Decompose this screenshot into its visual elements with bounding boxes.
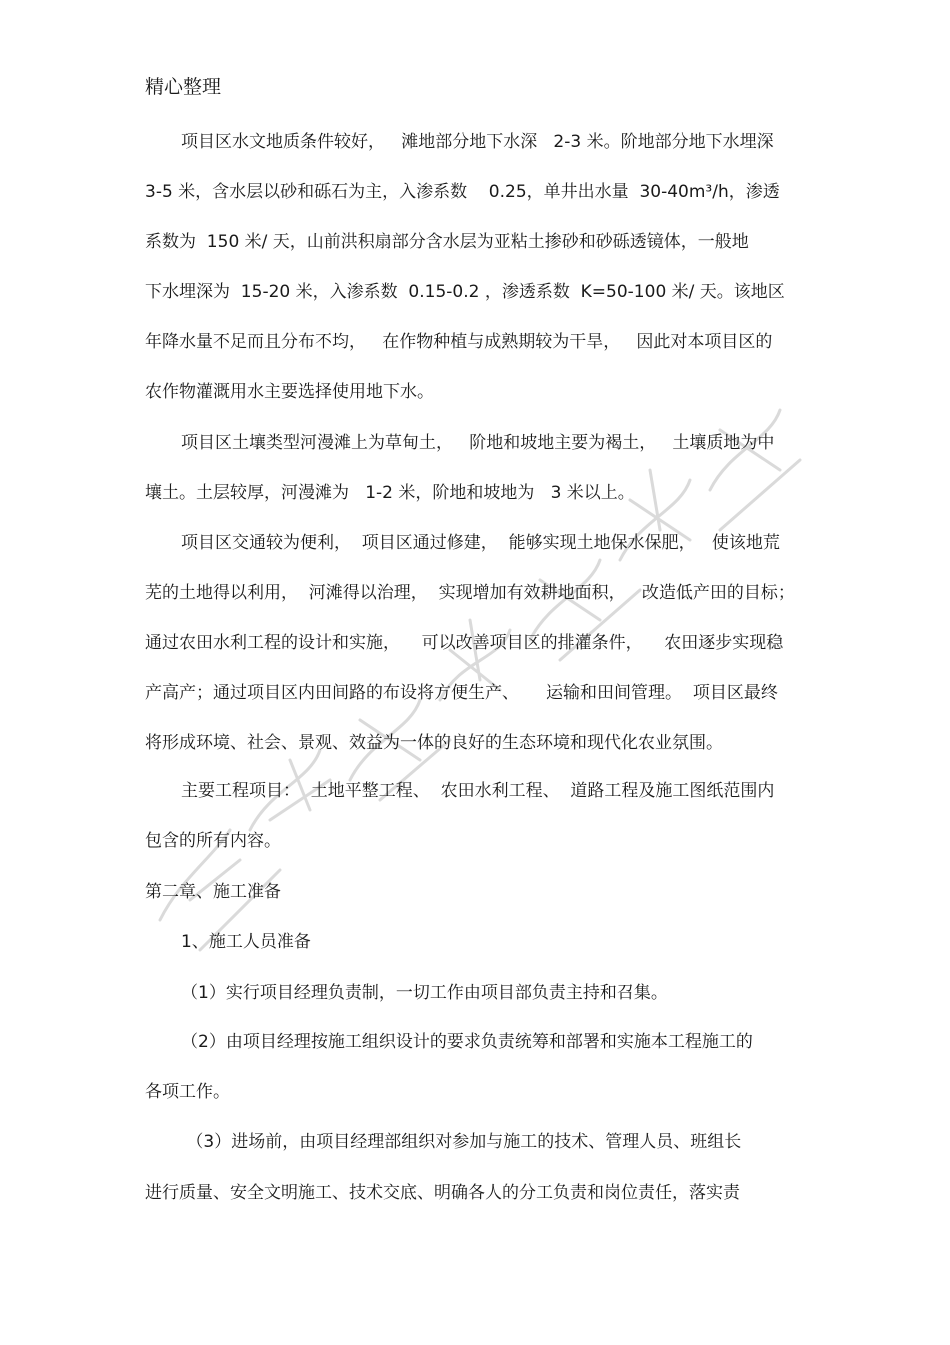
paragraph-line: 将形成环境、社会、景观、效益为一体的良好的生态环境和现代化农业氛围。	[145, 733, 723, 753]
paragraph-line: （2）由项目经理按施工组织设计的要求负责统筹和部署和实施本工程施工的	[181, 1032, 753, 1052]
paragraph-line: 壤土。土层较厚，河漫滩为 1-2 米，阶地和坡地为 3 米以上。	[145, 483, 635, 503]
section-heading: 1、施工人员准备	[181, 932, 311, 952]
paragraph-line: 包含的所有内容。	[145, 831, 281, 851]
chapter-heading: 第二章、施工准备	[145, 882, 281, 902]
paragraph-line: （1）实行项目经理负责制，一切工作由项目部负责主持和召集。	[181, 983, 668, 1003]
paragraph-line: （3）进场前，由项目经理部组织对参加与施工的技术、管理人员、班组长	[181, 1132, 742, 1152]
page-header: 精心整理	[145, 76, 222, 98]
paragraph-line: 系数为 150 米/ 天，山前洪积扇部分含水层为亚粘土掺砂和砂砾透镜体，一般地	[145, 232, 749, 252]
paragraph-line: 产高产；通过项目区内田间路的布设将方便生产、 运输和田间管理。 项目区最终	[145, 683, 778, 703]
paragraph-line: 下水埋深为 15-20 米，入渗系数 0.15-0.2 ，渗透系数 K=50-100 米/ 天。该地区	[145, 282, 785, 302]
paragraph-line: 项目区土壤类型河漫滩上为草甸土， 阶地和坡地主要为褐土， 土壤质地为中	[181, 433, 775, 453]
paragraph-line: 各项工作。	[145, 1082, 230, 1102]
paragraph-line: 项目区水文地质条件较好， 滩地部分地下水深 2-3 米。阶地部分地下水埋深	[181, 132, 774, 152]
paragraph-line: 芜的土地得以利用， 河滩得以治理， 实现增加有效耕地面积， 改造低产田的目标；	[145, 583, 795, 603]
paragraph-line: 项目区交通较为便利， 项目区通过修建， 能够实现土地保水保肥， 使该地荒	[181, 533, 780, 553]
paragraph-line: 通过农田水利工程的设计和实施， 可以改善项目区的排灌条件， 农田逐步实现稳	[145, 633, 784, 653]
paragraph-line: 主要工程项目： 土地平整工程、 农田水利工程、 道路工程及施工图纸范围内	[181, 781, 775, 801]
paragraph-line: 农作物灌溉用水主要选择使用地下水。	[145, 382, 434, 402]
paragraph-line: 进行质量、安全文明施工、技术交底、明确各人的分工负责和岗位责任，落实责	[145, 1183, 740, 1203]
paragraph-line: 3-5 米，含水层以砂和砾石为主，入渗系数 0.25，单井出水量 30-40m³/h，渗透	[145, 182, 780, 202]
paragraph-line: 年降水量不足而且分布不均， 在作物种植与成熟期较为干旱， 因此对本项目区的	[145, 332, 773, 352]
